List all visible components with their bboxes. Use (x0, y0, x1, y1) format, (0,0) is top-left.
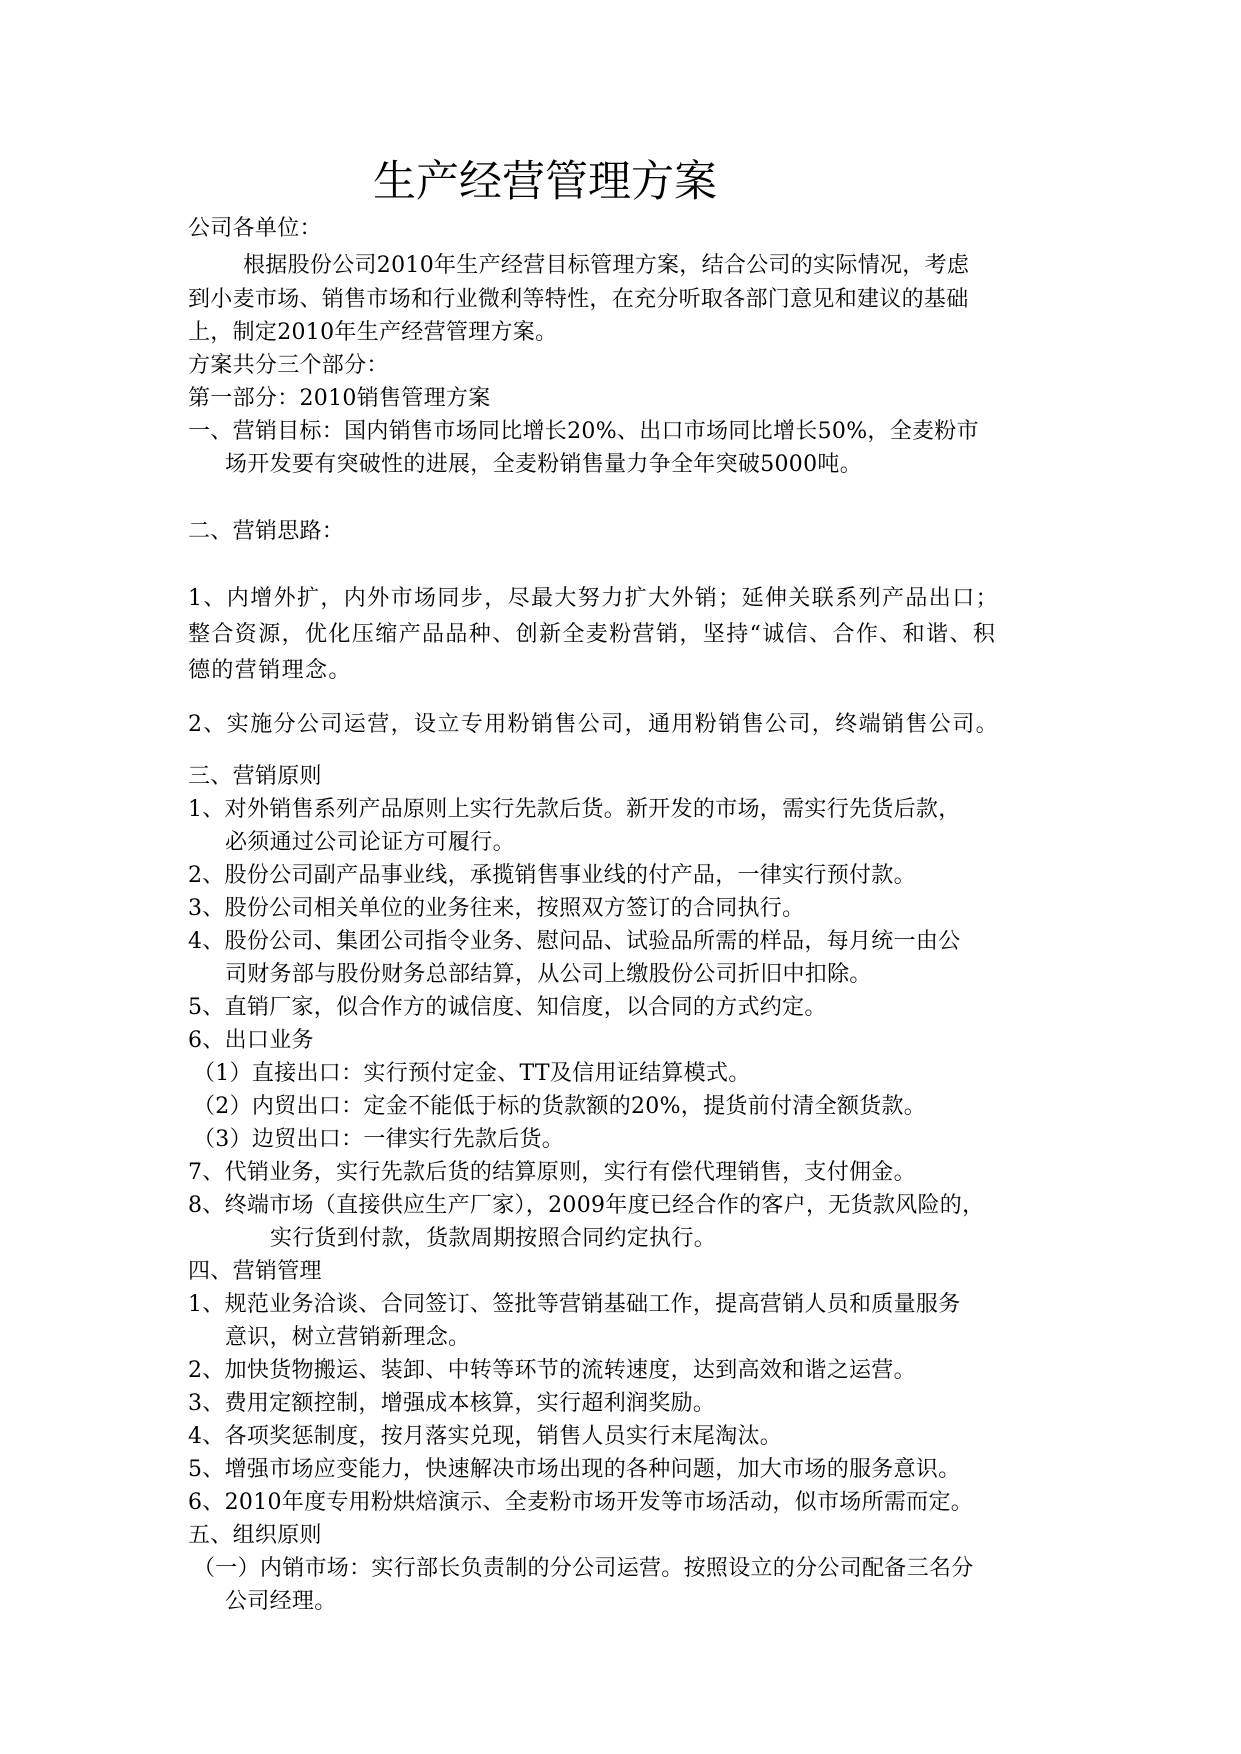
list-item-continuation: 场开发要有突破性的进展，全麦粉销售量力争全年突破5000吨。 (225, 452, 862, 477)
list-item-continuation: 实行货到付款，货款周期按照合同约定执行。 (270, 1226, 717, 1251)
section-heading: 二、营销思路： (188, 519, 345, 544)
list-item: 2、实施分公司运营，设立专用粉销售公司，通用粉销售公司，终端销售公司。 (188, 712, 999, 737)
sub-list-item: （1）直接出口：实行预付定金、TT及信用证结算模式。 (193, 1061, 751, 1086)
paragraph-line: 方案共分三个部分： (188, 353, 389, 378)
intro-paragraph-line: 上，制定2010年生产经营管理方案。 (188, 320, 558, 345)
sub-list-item: （3）边贸出口：一律实行先款后货。 (193, 1127, 565, 1152)
list-item: 2、加快货物搬运、装卸、中转等环节的流转速度，达到高效和谐之运营。 (188, 1358, 916, 1383)
sub-list-item: （2）内贸出口：定金不能低于标的货款额的20%，提货前付清全额货款。 (193, 1094, 927, 1119)
list-item: 4、股份公司、集团公司指令业务、慰问品、试验品所需的样品，每月统一由公 (188, 929, 961, 954)
list-item: 8、终端市场（直接供应生产厂家），2009年度已经合作的客户，无货款风险的， (188, 1193, 985, 1218)
list-item: 4、各项奖惩制度，按月落实兑现，销售人员实行末尾淘汰。 (188, 1424, 783, 1449)
list-item: 5、增强市场应变能力，快速解决市场出现的各种问题，加大市场的服务意识。 (188, 1457, 961, 1482)
list-item: 3、费用定额控制，增强成本核算，实行超利润奖励。 (188, 1391, 716, 1416)
list-item: 3、股份公司相关单位的业务往来，按照双方签订的合同执行。 (188, 896, 805, 921)
list-item-continuation: 德的营销理念。 (188, 658, 352, 683)
list-item: 1、对外销售系列产品原则上实行先款后货。新开发的市场，需实行先货后款， (188, 797, 961, 822)
list-item: 一、营销目标：国内销售市场同比增长20%、出口市场同比增长50%，全麦粉市 (188, 419, 979, 444)
list-item-continuation: 整合资源，优化压缩产品品种、创新全麦粉营销，坚持“诚信、合作、和谐、积 (188, 622, 997, 647)
list-item: 2、股份公司副产品事业线，承揽销售事业线的付产品，一律实行预付款。 (188, 863, 916, 888)
list-item-continuation: 公司经理。 (225, 1589, 337, 1614)
section-heading: 第一部分：2010销售管理方案 (188, 386, 491, 411)
list-item: 7、代销业务，实行先款后货的结算原则，实行有偿代理销售，支付佣金。 (188, 1160, 916, 1185)
list-item: 6、出口业务 (188, 1028, 314, 1053)
list-item: 1、规范业务洽谈、合同签订、签批等营销基础工作，提高营销人员和质量服务 (188, 1292, 961, 1317)
list-item: 1、内增外扩，内外市场同步，尽最大努力扩大外销；延伸关联系列产品出口； (188, 586, 999, 611)
sub-list-item: （一）内销市场：实行部长负责制的分公司运营。按照设立的分公司配备三名分 (193, 1556, 974, 1581)
intro-paragraph-line: 根据股份公司2010年生产经营目标管理方案，结合公司的实际情况，考虑 (243, 253, 970, 278)
list-item: 6、2010年度专用粉烘焙演示、全麦粉市场开发等市场活动，似市场所需而定。 (188, 1490, 974, 1515)
list-item-continuation: 意识，树立营销新理念。 (225, 1325, 471, 1350)
salutation: 公司各单位： (188, 216, 322, 241)
list-item-continuation: 必须通过公司论证方可履行。 (225, 830, 515, 855)
section-heading: 四、营销管理 (188, 1259, 322, 1284)
intro-paragraph-line: 到小麦市场、销售市场和行业微利等特性，在充分听取各部门意见和建议的基础 (188, 287, 969, 312)
section-heading: 五、组织原则 (188, 1523, 322, 1548)
list-item-continuation: 司财务部与股份财务总部结算，从公司上缴股份公司折旧中扣除。 (225, 962, 872, 987)
list-item: 5、直销厂家，似合作方的诚信度、知信度，以合同的方式约定。 (188, 995, 827, 1020)
section-heading: 三、营销原则 (188, 764, 322, 789)
document-title: 生产经营管理方案 (373, 157, 717, 207)
